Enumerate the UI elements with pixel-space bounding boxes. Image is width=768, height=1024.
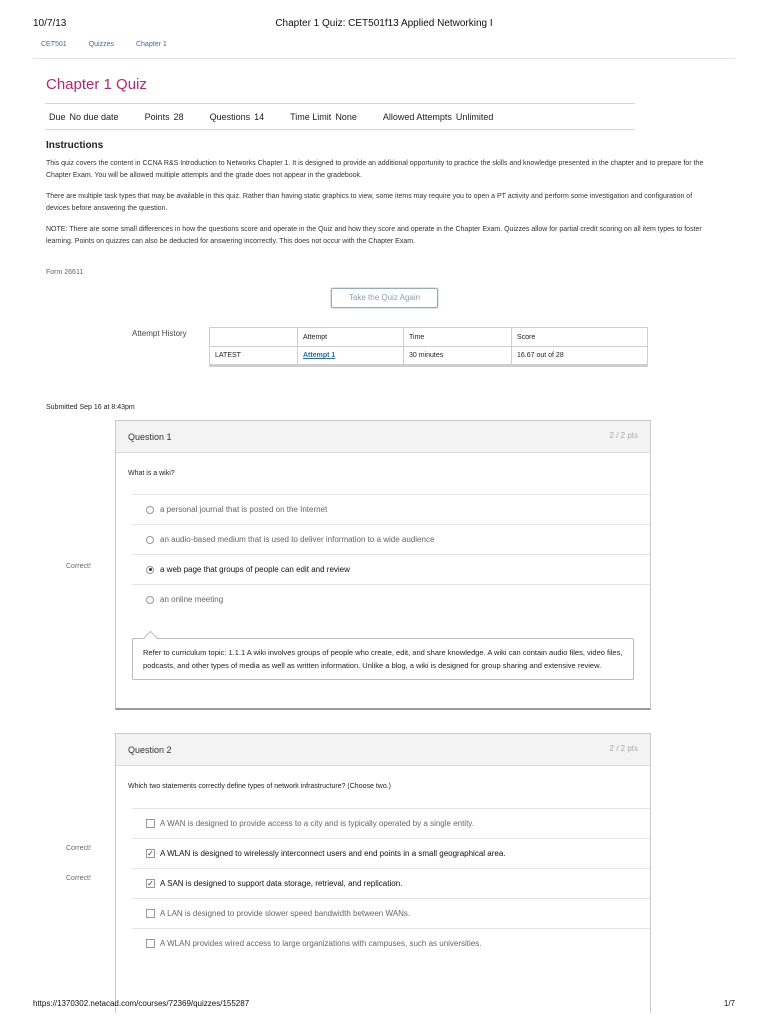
checkbox[interactable] xyxy=(146,909,155,918)
breadcrumb-quizzes[interactable]: Quizzes xyxy=(88,41,114,48)
print-url: https://1370302.netacad.com/courses/72369/quizzes/155287 xyxy=(33,999,250,1008)
answer-option[interactable]: A WAN is designed to provide access to a city and is typically operated by a single entity. xyxy=(132,808,650,838)
answer-option[interactable]: an online meeting xyxy=(132,584,650,614)
print-page-number: 1/7 xyxy=(723,999,735,1008)
correct-tag: Correct! xyxy=(66,845,91,852)
quiz-meta-bar xyxy=(45,103,635,130)
print-date: 10/7/13 xyxy=(33,18,67,29)
breadcrumb-course[interactable]: CET501 xyxy=(41,41,67,48)
submitted-timestamp: Submitted Sep 16 at 8:43pm xyxy=(46,404,135,411)
table-header: Time xyxy=(404,328,512,347)
answer-option[interactable]: ✓ A WLAN is designed to wirelessly interconnect users and end points in a small geographical area. xyxy=(132,838,650,868)
attempt-time: 30 minutes xyxy=(404,347,512,366)
breadcrumb-chapter[interactable]: Chapter 1 xyxy=(135,41,167,48)
attempt-history-label: Attempt History xyxy=(132,329,187,338)
meta-time-limit: Time Limit None xyxy=(290,111,357,122)
print-footer xyxy=(33,999,735,1008)
checkbox[interactable] xyxy=(146,939,155,948)
form-id: Form 26611 xyxy=(46,269,84,276)
table-header xyxy=(210,328,298,347)
breadcrumb xyxy=(41,41,167,48)
radio-button[interactable] xyxy=(146,536,154,544)
meta-due: Due No due date xyxy=(49,111,119,122)
meta-allowed-attempts: Allowed Attempts Unlimited xyxy=(382,111,494,122)
table-row xyxy=(210,347,648,366)
question-text: What is a wiki? xyxy=(128,470,175,477)
answer-option[interactable]: a web page that groups of people can edit and review xyxy=(132,554,650,584)
question-header xyxy=(116,734,650,766)
checkbox-checked[interactable]: ✓ xyxy=(147,879,154,888)
answer-option[interactable]: A LAN is designed to provide slower speed bandwidth between WANs. xyxy=(132,898,650,928)
question-title: Question 1 xyxy=(128,432,172,442)
answer-option[interactable]: A WLAN provides wired access to large organizations with campuses, such as universities. xyxy=(132,928,650,958)
print-header xyxy=(33,18,735,32)
instructions-paragraph: There are multiple task types that may be available in this quiz. Rather than having static graphics to view, some items may require you to open a PT activity and perform some investigation and configuration of devices before answering the question. xyxy=(46,193,693,212)
instructions-heading: Instructions xyxy=(46,140,104,151)
radio-button[interactable] xyxy=(146,506,154,514)
meta-questions: Questions 14 xyxy=(209,111,265,122)
question-header xyxy=(116,421,650,453)
question-points: 2 / 2 pts xyxy=(609,431,638,440)
question-points: 2 / 2 pts xyxy=(609,744,638,753)
meta-points: Points 28 xyxy=(144,111,184,122)
correct-tag: Correct! xyxy=(66,875,91,882)
question-title: Question 2 xyxy=(128,745,172,755)
answer-explanation: Refer to curriculum topic: 1.1.1 A wiki involves groups of people who create, edit, and share knowledge. A wiki can contain audio files, video files, podcasts, and other types of media as well as written information. Unlike a blog, a wiki is designed for group sharing and extensive review. xyxy=(132,638,634,680)
print-title: Chapter 1 Quiz: CET501f13 Applied Networking I xyxy=(275,18,493,29)
page-title: Chapter 1 Quiz xyxy=(46,76,147,93)
table-header: Score xyxy=(512,328,648,347)
checkbox[interactable] xyxy=(146,819,155,828)
answer-option[interactable]: a personal journal that is posted on the Internet xyxy=(132,494,650,524)
answer-option[interactable]: an audio-based medium that is used to deliver information to a wide audience xyxy=(132,524,650,554)
latest-tag: LATEST xyxy=(210,347,298,366)
attempt-history-table xyxy=(209,327,648,367)
instructions-note: NOTE: There are some small differences in how the questions score and operate in the Quiz and how they score and operate in the Chapter Exam. Quizzes allow for partial credit scoring on all item types to foster learning. Points on quizzes can also be deducted for answering incorrectly. This does not occur with the Chapter Exam. xyxy=(46,226,702,245)
checkbox-checked[interactable]: ✓ xyxy=(147,849,154,858)
attempt-link[interactable]: Attempt 1 xyxy=(303,352,336,359)
correct-tag: Correct! xyxy=(66,563,91,570)
take-quiz-again-button[interactable]: Take the Quiz Again xyxy=(331,288,438,308)
attempt-score: 16.67 out of 28 xyxy=(512,347,648,366)
question-text: Which two statements correctly define types of network infrastructure? (Choose two.) xyxy=(128,783,391,790)
radio-button[interactable] xyxy=(146,566,154,574)
radio-button[interactable] xyxy=(146,596,154,604)
table-header-row xyxy=(210,328,648,347)
instructions-paragraph: This quiz covers the content in CCNA R&S Introduction to Networks Chapter 1. It is designed to provide an additional opportunity to practice the skills and knowledge presented in the chapter and to prepare for the Chapter Exam. You will be allowed multiple attempts and the grade does not appear in the gradebook. xyxy=(46,160,704,179)
breadcrumb-divider xyxy=(33,58,735,59)
answer-option[interactable]: ✓ A SAN is designed to support data storage, retrieval, and replication. xyxy=(132,868,650,898)
table-header: Attempt xyxy=(298,328,404,347)
question-card xyxy=(115,733,651,1013)
